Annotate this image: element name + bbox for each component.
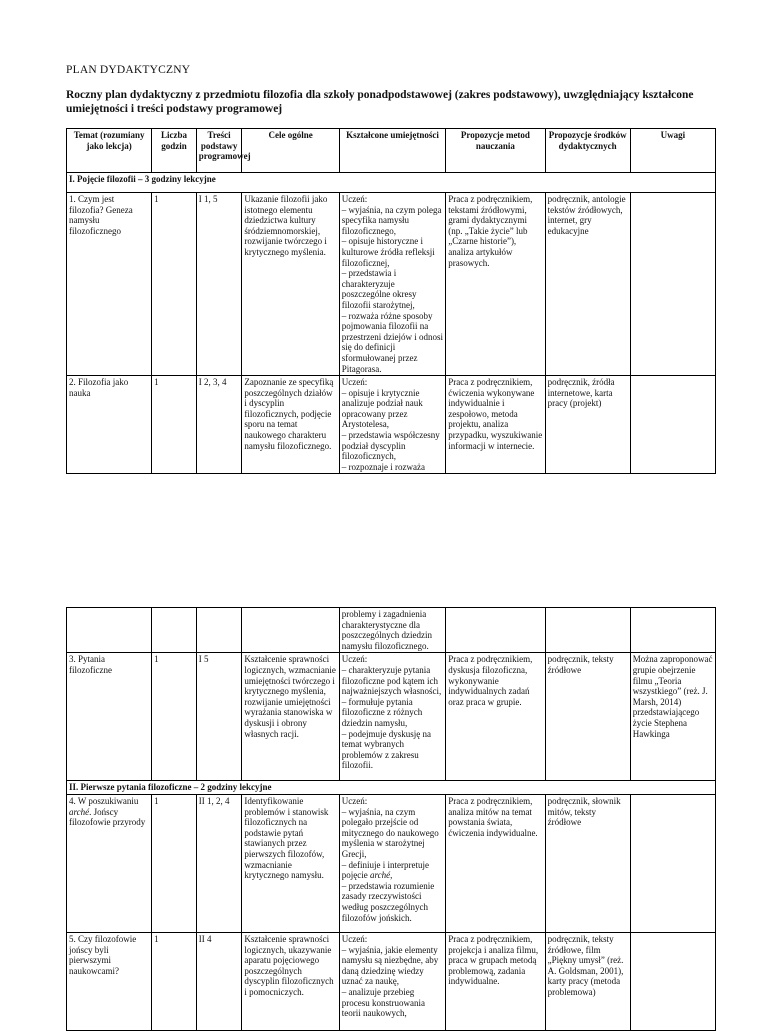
table-row-continued [67,608,716,653]
cell-temat: 3. Pytania filozoficzne [67,653,152,781]
temat-arche-term: arché [69,806,90,817]
cell-uwagi [630,608,715,653]
umiejetnosci-arche-term: arché [370,870,391,881]
cell-tresci [196,608,242,653]
cell-uwagi [630,932,715,1030]
cell-temat: 1. Czym jest filozofia? Geneza namysłu filozoficznego [67,193,152,376]
header-tresci: Treści podstawy programowej [196,129,242,173]
table-row [67,376,716,474]
cell-metody: Praca z podręcznikiem, ćwiczenia wykonywane indywidualnie i zespołowo, metoda projektu, analiza przypadku, wyszukiwanie informacji w internecie. [446,376,545,474]
table-row [67,932,716,1030]
cell-srodki [545,608,630,653]
cell-uwagi [630,794,715,932]
header-temat: Temat (rozumiany jako lekcja) [67,129,152,173]
cell-liczba: 1 [152,794,197,932]
cell-umiejetnosci [339,794,445,932]
cell-umiejetnosci: Uczeń: – wyjaśnia, na czym polega specyfika namysłu filozoficznego, – opisuje historyczne i kulturowe źródła refleksji filozoficznej, – przedstawia i charakteryzuje poszczególne okresy filozofii starożytnej, – rozważa różne sposoby pojmowania filozofii na przestrzeni dziejów i odnosi się do definicji sformułowanej przez Pitagorasa. [339,193,445,376]
cell-tresci: I 2, 3, 4 [196,376,242,474]
table-header-row [67,129,716,173]
cell-liczba: 1 [152,932,197,1030]
cell-tresci: II 4 [196,932,242,1030]
cell-srodki: podręcznik, teksty źródłowe, film „Piękny umysł” (reż. A. Goldsman, 2001), karty pracy (metoda problemowa) [545,932,630,1030]
cell-srodki: podręcznik, teksty źródłowe [545,653,630,781]
cell-umiejetnosci: Uczeń: – charakteryzuje pytania filozoficzne pod kątem ich najważniejszych własności, – formułuje pytania filozoficzne z różnych dziedzin namysłu, – podejmuje dyskusję na temat wybranych problemów z zakresu filozofii. [339,653,445,781]
header-liczba-godzin: Liczba godzin [152,129,197,173]
section-row [67,781,716,795]
cell-temat: 2. Filozofia jako nauka [67,376,152,474]
cell-cele: Zapoznanie ze specyfiką poszczególnych działów i dyscyplin filozoficznych, podjęcie sporu na temat naukowego charakteru namysłu filozoficznego. [242,376,339,474]
cell-uwagi [630,376,715,474]
section-row [67,173,716,193]
plan-table-page-1 [66,128,716,474]
cell-umiejetnosci: Uczeń: – wyjaśnia, jakie elementy namysłu są niezbędne, aby daną dziedzinę wiedzy uznać za naukę, – analizuje przebieg procesu konstruowania teorii naukowych, [339,932,445,1030]
cell-cele: Identyfikowanie problemów i stanowisk filozoficznych na podstawie pytań stawianych przez pierwszych filozofów, wzmacnianie krytycznego namysłu. [242,794,339,932]
cell-temat [67,794,152,932]
cell-cele [242,608,339,653]
table-row [67,794,716,932]
section-heading-1: I. Pojęcie filozofii – 3 godziny lekcyjne [67,173,716,193]
cell-cele: Kształcenie sprawności logicznych, ukazywanie aparatu pojęciowego poszczególnych dyscyplin filozoficznych i pomocniczych. [242,932,339,1030]
document-title: PLAN DYDAKTYCZNY [66,64,191,76]
cell-metody: Praca z podręcznikiem, dyskusja filozoficzna, wykonywanie indywidualnych zadań oraz praca w grupie. [446,653,545,781]
cell-srodki: podręcznik, antologie tekstów źródłowych, internet, gry edukacyjne [545,193,630,376]
document-subtitle: Roczny plan dydaktyczny z przedmiotu filozofia dla szkoły ponadpodstawowej (zakres podstawowy), uwzględniający kształcone umiejętności i treści podstawy programowej [66,89,694,115]
cell-cele: Ukazanie filozofii jako istotnego elementu dziedzictwa kultury śródziemnomorskiej, rozwijanie twórczego i krytycznego myślenia. [242,193,339,376]
cell-metody: Praca z podręcznikiem, tekstami źródłowymi, grami dydaktycznymi (np. „Takie życie” lub „Czarne historie”), analiza artykułów prasowych. [446,193,545,376]
cell-metody: Praca z podręcznikiem, projekcja i analiza filmu, praca w grupach metodą problemową, zadania indywidualne. [446,932,545,1030]
cell-uwagi [630,193,715,376]
cell-liczba: 1 [152,193,197,376]
cell-tresci: I 1, 5 [196,193,242,376]
header-cele: Cele ogólne [242,129,339,173]
cell-umiejetnosci: Uczeń: – opisuje i krytycznie analizuje podział nauk opracowany przez Arystotelesa, – przedstawia współczesny podział dyscyplin filozoficznych, – rozpoznaje i rozważa [339,376,445,474]
cell-temat: 5. Czy filozofowie jońscy byli pierwszymi naukowcami? [67,932,152,1030]
cell-tresci: II 1, 2, 4 [196,794,242,932]
cell-metody [446,608,545,653]
cell-uwagi: Można zaproponować grupie obejrzenie filmu „Teoria wszystkiego” (reż. J. Marsh, 2014) przedstawiającego życie Stephena Hawkinga [630,653,715,781]
table-row [67,193,716,376]
section-heading-2: II. Pierwsze pytania filozoficzne – 2 godziny lekcyjne [67,781,716,795]
cell-cele: Kształcenie sprawności logicznych, wzmacnianie umiejętności twórczego i krytycznego myślenia, rozwijanie umiejętności wyrażania stanowiska w dyskusji i obrony własnych racji. [242,653,339,781]
cell-metody: Praca z podręcznikiem, analiza mitów na temat powstania świata, ćwiczenia indywidualne. [446,794,545,932]
cell-umiejetnosci: problemy i zagadnienia charakterystyczne dla poszczególnych dziedzin namysłu filozoficznego. [339,608,445,653]
cell-srodki: podręcznik, źródła internetowe, karta pracy (projekt) [545,376,630,474]
header-metody: Propozycje metod nauczania [446,129,545,173]
cell-liczba: 1 [152,653,197,781]
umiejetnosci-text: , – przedstawia rozumienie zasady rzeczywistości według poszczególnych filozofów jońskich. [341,870,435,923]
cell-tresci: I 5 [196,653,242,781]
umiejetnosci-text: Uczeń: – wyjaśnia, na czym polegało przejście od mitycznego do naukowego myślenia w starożytnej Grecji, – definiuje i interpretuje pojęcie [341,795,439,881]
cell-liczba: 1 [152,376,197,474]
header-umiejetnosci: Kształcone umiejętności [339,129,445,173]
cell-srodki: podręcznik, słownik mitów, teksty źródłowe [545,794,630,932]
header-srodki: Propozycje środków dydaktycznych [545,129,630,173]
temat-text: 4. W poszukiwaniu [69,795,139,806]
plan-table-page-2 [66,607,716,1031]
cell-temat [67,608,152,653]
temat-text: . Jońscy filozofowie przyrody [69,806,146,828]
cell-liczba [152,608,197,653]
table-row [67,653,716,781]
header-uwagi: Uwagi [630,129,715,173]
